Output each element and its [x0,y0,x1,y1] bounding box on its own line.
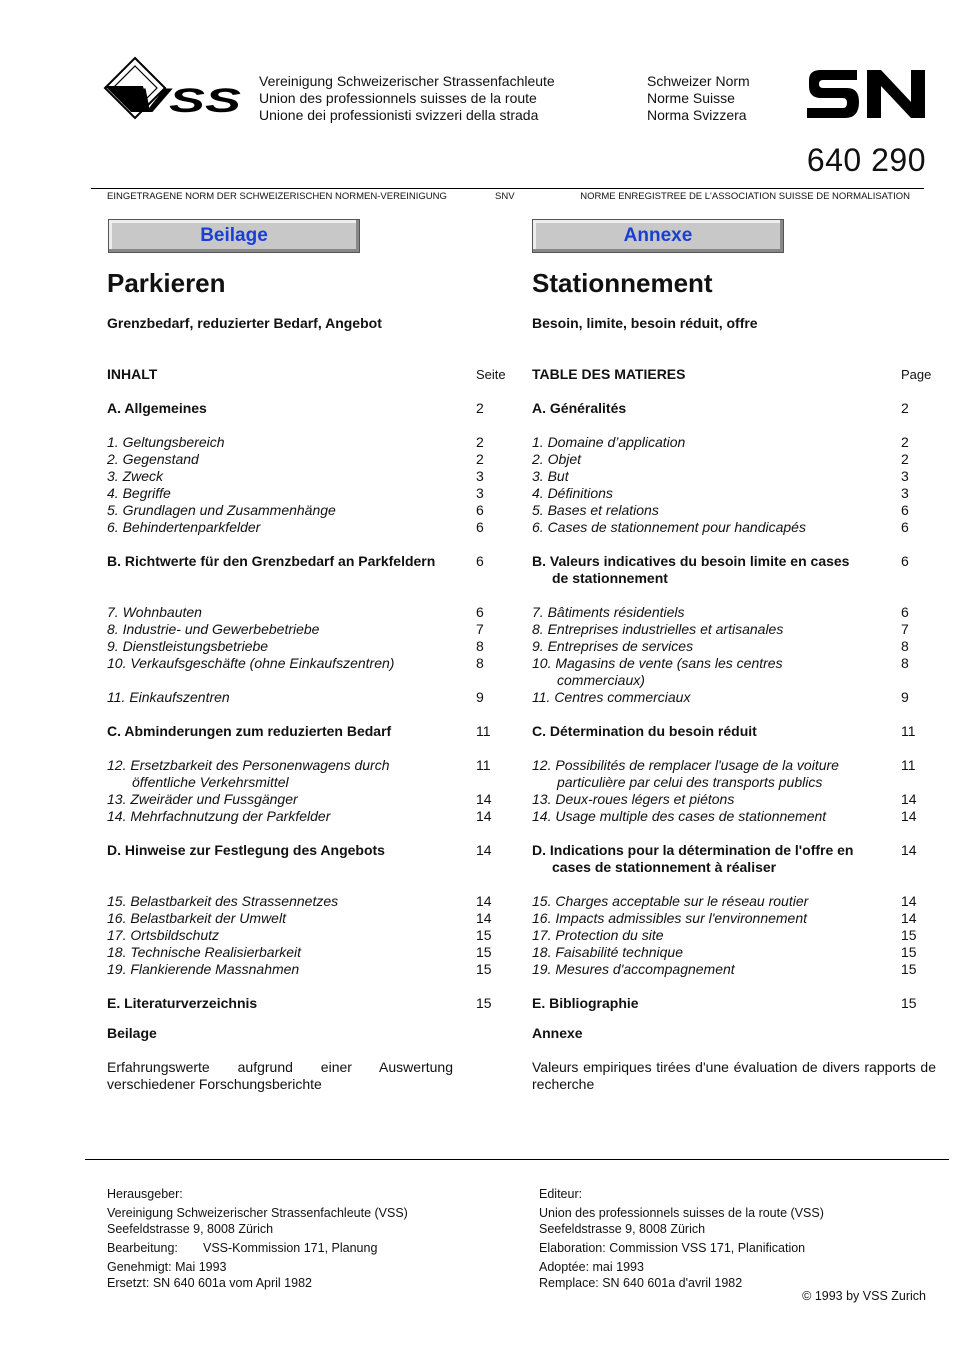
toc-item-text: 3. Zweck [107,468,164,484]
annex-text: Valeurs empiriques tirées d'une évaluation de divers rapports de recherche [532,1059,936,1092]
toc-section-page: 14 [476,842,492,858]
toc-item-row [532,502,910,519]
toc-section-page: 6 [476,553,484,569]
toc-item-text: 8. Entreprises industrielles et artisanales [532,621,784,637]
toc-item-page: 14 [476,910,492,926]
toc-section-row [532,995,917,1012]
toc-section-title [107,995,457,1012]
toc-item-title [532,961,892,978]
toc-section-row [532,723,916,740]
annex-fr [532,1025,936,1093]
toc-item-row [107,757,493,791]
toc-item-page: 15 [901,961,917,977]
toc-section-title [532,400,882,417]
toc-item-row [107,655,493,689]
toc-item-row [107,621,493,638]
toc-section-page: 11 [476,723,491,739]
toc-item-title [107,519,467,536]
toc-item-text: 15. Charges acceptable sur le réseau routier [532,893,809,909]
toc-item-title [532,893,892,910]
toc-section-row [107,995,493,1012]
toc-item-text: 9. Dienstleistungsbetriebe [107,638,269,654]
toc-item-page: 3 [476,468,484,484]
toc-item-page: 2 [901,451,909,467]
toc-item-title [107,638,467,655]
toc-item-page: 8 [901,655,909,671]
toc-item-row [107,502,493,519]
toc-item-row [532,485,910,502]
subtitle-fr: Besoin, limite, besoin réduit, offre [532,315,758,331]
toc-item-title [532,910,892,927]
toc-item-title [107,757,467,791]
registered-note-de: EINGETRAGENE NORM DER SCHWEIZERISCHEN NORMEN-VEREINIGUNG [107,191,447,202]
toc-item-page: 7 [901,621,909,637]
toc-item-text: 10. Verkaufsgeschäfte (ohne Einkaufszentren) [107,655,395,671]
toc-section-title [107,400,457,417]
toc-item-title [532,468,892,485]
toc-item-title [107,604,467,621]
toc-section-title [532,995,882,1012]
copyright: © 1993 by VSS Zurich [802,1289,926,1303]
toc-item-page: 15 [476,944,492,960]
sn-logo-icon [805,68,927,120]
edited-label: Elaboration: [539,1241,606,1255]
toc-section-title [532,723,882,740]
toc-item-text: 16. Impacts admissibles sur l'environnement [532,910,808,926]
edited-by [107,1240,507,1256]
toc-item-title [107,961,467,978]
toc-item-text-cont: commerciaux) [557,672,645,688]
toc-item-row [107,485,493,502]
title-de: Parkieren [107,268,226,298]
toc-item-title [107,434,467,451]
toc-item-page: 2 [901,434,909,450]
toc-item-row [532,621,910,638]
toc-item-text: 11. Centres commerciaux [532,689,691,705]
toc-section-title-text: D. Hinweise zur Festlegung des Angebots [107,842,385,858]
toc-item-page: 11 [476,757,491,773]
toc-item-title [107,944,467,961]
toc-heading: TABLE DES MATIERES [532,366,686,382]
toc-page-label: Seite [476,367,506,382]
toc-item-row [107,808,493,825]
publisher-label: Editeur: [539,1187,583,1201]
toc-item-text: 13. Deux-roues légers et piétons [532,791,735,807]
toc-item-row [532,808,917,825]
toc-item-page: 9 [901,689,909,705]
toc-item-page: 3 [901,468,909,484]
toc-item-text: 2. Gegenstand [107,451,199,467]
toc-item-title [107,893,467,910]
toc-section-page: 15 [476,995,492,1011]
org-line-fr: Union des professionnels suisses de la route [259,90,537,106]
toc-item-page: 6 [901,604,909,620]
toc-item-page: 15 [901,927,917,943]
registered-note-fr: NORME ENREGISTREE DE L'ASSOCIATION SUISSE DE NORMALISATION [580,191,910,202]
norm-number: 640 290 [806,142,926,178]
toc-section-title [532,842,882,876]
toc-item-text: 14. Mehrfachnutzung der Parkfelder [107,808,331,824]
toc-item-text: 6. Behindertenparkfelder [107,519,261,535]
toc-item-page: 3 [901,485,909,501]
toc-item-text: 6. Cases de stationnement pour handicapés [532,519,806,535]
toc-section-page: 11 [901,723,916,739]
toc-heading: INHALT [107,366,158,382]
toc-section-row [107,400,493,417]
toc-item-title [107,621,467,638]
toc-section-title-text: E. Bibliographie [532,995,639,1011]
toc-item-page: 8 [476,638,484,654]
norm-type-names [647,73,750,124]
toc-item-text: 2. Objet [532,451,582,467]
toc-item-page: 14 [476,791,492,807]
toc-section-title-text: A. Allgemeines [107,400,207,416]
toc-item-title [532,808,892,825]
toc-section-title [107,553,457,587]
toc-item-row [532,451,910,468]
publisher-address: Seefeldstrasse 9, 8008 Zürich [539,1222,706,1236]
toc-item-text: 14. Usage multiple des cases de stationnement [532,808,827,824]
svg-text:VSS: VSS [133,82,242,120]
toc-heading-row [107,366,506,383]
toc-section-title-text: E. Literaturverzeichnis [107,995,258,1011]
toc-item-text: 7. Wohnbauten [107,604,202,620]
toc-section-row [532,553,910,587]
norm-line-de: Schweizer Norm [647,73,750,89]
toc-item-row [107,451,493,468]
toc-item-text: 16. Belastbarkeit der Umwelt [107,910,286,926]
edited-value: Commission VSS 171, Planification [609,1241,806,1255]
toc-item-row [532,468,910,485]
approved-date: Adoptée: mai 1993 [539,1260,644,1274]
toc-item-page: 6 [476,502,484,518]
replaces-note: Ersetzt: SN 640 601a vom April 1982 [107,1276,312,1290]
replaces-note: Remplace: SN 640 601a d'avril 1982 [539,1276,743,1290]
toc-item-title [532,502,892,519]
toc-item-page: 7 [476,621,484,637]
toc-item-text-cont: öffentliche Verkehrsmittel [132,774,289,790]
annex-de [107,1025,453,1093]
toc-item-row [532,944,917,961]
toc-item-text: 10. Magasins de vente (sans les centres [532,655,783,671]
toc-item-text: 19. Flankierende Massnahmen [107,961,300,977]
toc-item-row [532,961,917,978]
toc-item-text: 13. Zweiräder und Fussgänger [107,791,298,807]
publisher-address: Seefeldstrasse 9, 8008 Zürich [107,1222,274,1236]
toc-item-page: 14 [901,910,917,926]
toc-item-row [107,519,493,536]
norm-line-fr: Norme Suisse [647,90,735,106]
toc-item-title [107,468,467,485]
header-rule [91,188,924,189]
toc-item-row [107,791,493,808]
toc-item-row [532,638,910,655]
edited-by [539,1240,939,1256]
toc-item-text: 12. Possibilités de remplacer l'usage de la voiture [532,757,839,773]
toc-section-title [532,553,882,587]
toc-item-page: 14 [476,808,492,824]
toc-item-text: 17. Ortsbildschutz [107,927,220,943]
toc-page-label: Page [901,367,932,382]
toc-item-text: 8. Industrie- und Gewerbebetriebe [107,621,320,637]
publisher-name: Vereinigung Schweizerischer Strassenfachleute (VSS) [107,1206,408,1220]
toc-section-row [532,842,917,876]
toc-item-row [107,893,493,910]
toc-item-page: 6 [476,519,484,535]
toc-section-page: 14 [901,842,917,858]
toc-item-row [532,655,910,689]
norm-line-it: Norma Svizzera [647,107,747,123]
toc-item-row [107,468,493,485]
toc-section-title-text: A. Généralités [532,400,627,416]
subtitle-de: Grenzbedarf, reduzierter Bedarf, Angebot [107,315,382,331]
toc-section-title-cont: de stationnement [552,570,668,586]
toc-item-row [107,434,493,451]
toc-item-title [532,927,892,944]
toc-section-page: 6 [901,553,909,569]
toc-item-page: 3 [476,485,484,501]
publisher-name: Union des professionnels suisses de la route (VSS) [539,1206,824,1220]
toc-item-text: 18. Faisabilité technique [532,944,683,960]
toc-item-page: 6 [901,502,909,518]
toc-fr [532,366,932,1012]
toc-item-text: 7. Bâtiments résidentiels [532,604,685,620]
toc-item-row [107,604,493,621]
org-line-it: Unione dei professionisti svizzeri della strada [259,107,539,123]
toc-section-title-cont: cases de stationnement à réaliser [552,859,777,875]
toc-de [107,366,506,1012]
toc-section-title [107,842,457,876]
toc-item-title [532,757,892,791]
toc-item-page: 14 [476,893,492,909]
toc-item-title [107,502,467,519]
toc-item-text: 17. Protection du site [532,927,664,943]
toc-item-row [532,791,917,808]
toc-item-row [532,519,910,536]
toc-item-page: 14 [901,893,917,909]
footer-rule [85,1159,949,1160]
toc-section-row [107,842,493,876]
toc-item-title [532,604,892,621]
toc-item-title [532,434,892,451]
toc-section-page: 2 [901,400,909,416]
toc-item-row [532,604,910,621]
publisher-label: Herausgeber: [107,1187,183,1201]
toc-item-row [532,910,917,927]
org-line-de: Vereinigung Schweizerischer Strassenfachleute [259,73,555,89]
toc-item-title [107,655,467,689]
registered-note-snv: SNV [495,191,515,202]
toc-item-page: 6 [901,519,909,535]
toc-item-text: 15. Belastbarkeit des Strassennetzes [107,893,339,909]
toc-item-title [532,655,892,689]
toc-item-title [532,638,892,655]
toc-item-title [107,791,467,808]
annex-heading: Annexe [532,1025,583,1041]
toc-item-text: 1. Geltungsbereich [107,434,225,450]
edited-label: Bearbeitung: [107,1241,178,1255]
toc-item-page: 2 [476,434,484,450]
tab-beilage: Beilage [108,219,360,253]
toc-item-text: 9. Entreprises de services [532,638,694,654]
toc-item-text: 4. Définitions [532,485,613,501]
toc-item-title [532,519,892,536]
toc-item-title [107,927,467,944]
toc-item-text: 5. Grundlagen und Zusammenhänge [107,502,336,518]
toc-item-row [107,910,493,927]
toc-item-text: 18. Technische Realisierbarkeit [107,944,302,960]
title-fr: Stationnement [532,268,713,298]
toc-section-page: 15 [901,995,917,1011]
toc-item-title [107,485,467,502]
toc-item-text: 12. Ersetzbarkeit des Personenwagens durch [107,757,390,773]
footer-fr [539,1186,939,1291]
toc-item-title [532,944,892,961]
toc-item-title [532,485,892,502]
toc-heading-row [532,366,932,383]
toc-item-row [532,927,917,944]
toc-item-text: 19. Mesures d'accompagnement [532,961,735,977]
toc-item-page: 2 [476,451,484,467]
toc-item-page: 6 [476,604,484,620]
footer-de [107,1186,507,1291]
edited-value: VSS-Kommission 171, Planung [203,1241,378,1255]
toc-item-title [532,689,892,706]
toc-item-title [107,451,467,468]
toc-item-text-cont: particulière par celui des transports publics [557,774,823,790]
annex-text: Erfahrungswerte aufgrund einer Auswertung verschiedener Forschungsberichte [107,1059,453,1092]
toc-item-page: 8 [901,638,909,654]
toc-item-row [532,434,910,451]
toc-item-title [532,791,892,808]
toc-section-title-text: C. Détermination du besoin réduit [532,723,757,739]
toc-item-title [107,910,467,927]
toc-item-text: 1. Domaine d’application [532,434,686,450]
toc-item-row [107,689,493,706]
approved-date: Genehmigt: Mai 1993 [107,1260,227,1274]
toc-item-title [532,621,892,638]
toc-item-row [107,927,493,944]
toc-section-title-text: C. Abminderungen zum reduzierten Bedarf [107,723,392,739]
toc-item-page: 15 [901,944,917,960]
toc-section-page: 2 [476,400,484,416]
toc-section-title-text: D. Indications pour la détermination de l'offre en [532,842,854,858]
toc-item-page: 15 [476,961,492,977]
toc-item-page: 15 [476,927,492,943]
toc-item-page: 14 [901,808,917,824]
toc-item-row [532,689,910,706]
toc-item-page: 9 [476,689,484,705]
vss-logo-icon [103,56,243,122]
toc-section-title-text: B. Richtwerte für den Grenzbedarf an Parkfeldern [107,553,436,569]
toc-item-row [107,961,493,978]
toc-item-page: 11 [901,757,916,773]
toc-section-row [532,400,910,417]
toc-item-title [107,689,467,706]
toc-item-text: 4. Begriffe [107,485,171,501]
toc-item-row [107,944,493,961]
toc-section-title [107,723,457,740]
organisation-names [259,73,555,124]
toc-item-page: 14 [901,791,917,807]
toc-item-page: 8 [476,655,484,671]
tab-annexe: Annexe [532,219,784,253]
toc-item-text: 3. But [532,468,569,484]
toc-item-row [107,638,493,655]
toc-section-title-text: B. Valeurs indicatives du besoin limite en cases [532,553,850,569]
toc-item-text: 11. Einkaufszentren [107,689,230,705]
toc-item-row [532,893,917,910]
toc-item-row [532,757,916,791]
toc-item-text: 5. Bases et relations [532,502,659,518]
toc-section-row [107,723,493,740]
toc-item-title [532,451,892,468]
toc-item-title [107,808,467,825]
annex-heading: Beilage [107,1025,157,1041]
toc-section-row [107,553,493,587]
